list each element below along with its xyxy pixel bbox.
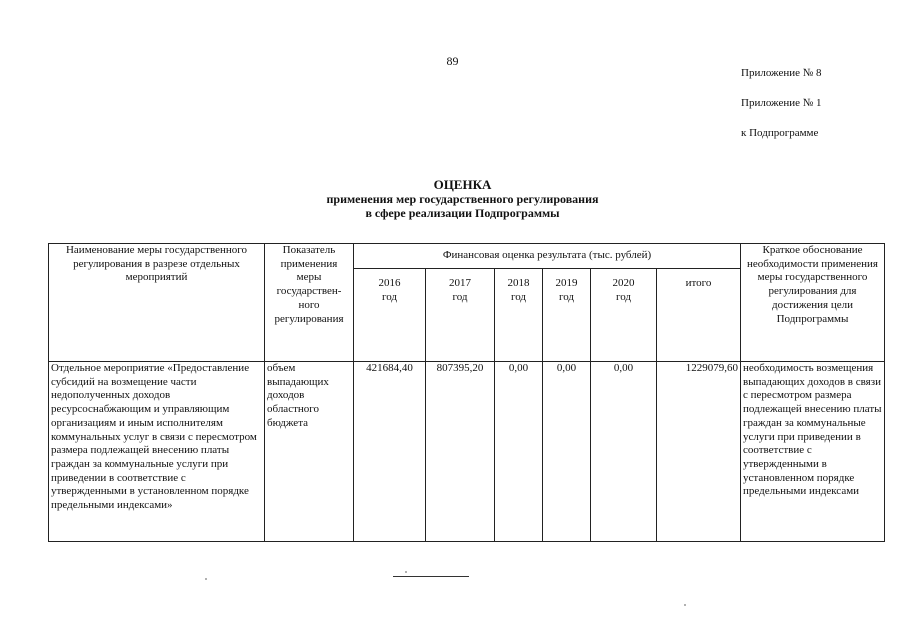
header-financial-assessment: Финансовая оценка результата (тыс. рублей) <box>354 244 741 269</box>
year-label: 2016 <box>378 277 401 289</box>
header-justification: Краткое обоснование необходимости применения меры государственного регулирования для достижения цели Подпрограммы <box>741 244 885 362</box>
cell-value-2019: 0,00 <box>543 362 591 542</box>
scan-speck <box>684 604 686 606</box>
cell-value-2020: 0,00 <box>591 362 657 542</box>
header-indicator: Показатель применения меры государствен-ного регулирования <box>265 244 354 362</box>
header-year-2018 <box>495 269 543 362</box>
cell-value-2016: 421684,40 <box>354 362 426 542</box>
page-number: 89 <box>446 54 459 68</box>
year-unit: год <box>452 290 468 303</box>
year-label: 2020 <box>612 277 635 289</box>
year-unit: год <box>381 290 398 303</box>
appendix-line-3: к Подпрограмме <box>741 127 819 139</box>
appendix-line-1: Приложение № 8 <box>741 67 822 79</box>
cell-indicator: объем выпадающих доходов областного бюджета <box>265 362 354 542</box>
footer-separator-line <box>393 576 469 577</box>
scan-speck <box>205 578 207 580</box>
year-label: 2019 <box>555 277 578 289</box>
scan-speck <box>405 571 407 573</box>
year-unit: год <box>615 290 632 303</box>
header-year-2017 <box>426 269 495 362</box>
title-line-1: ОЦЕНКА <box>433 177 492 192</box>
regulation-assessment-table <box>48 243 885 542</box>
document-title <box>0 178 905 220</box>
appendix-line-2: Приложение № 1 <box>741 97 822 109</box>
year-label: 2017 <box>449 277 471 289</box>
year-label: 2018 <box>507 277 530 289</box>
header-year-2016 <box>354 269 426 362</box>
cell-value-2017: 807395,20 <box>426 362 495 542</box>
title-line-2: применения мер государственного регулирования <box>326 192 599 206</box>
header-year-2019 <box>543 269 591 362</box>
header-year-2020 <box>591 269 657 362</box>
cell-justification: необходимость возмещения выпадающих доходов в связи с пересмотром размера подлежащей внесению платы граждан за коммунальные услуги при приведении в соответствие с утвержденными в установленном порядке предельными индексами <box>741 362 885 542</box>
year-unit: год <box>510 290 527 303</box>
table-row <box>49 362 885 542</box>
cell-total: 1229079,60 <box>657 362 741 542</box>
title-line-3: в сфере реализации Подпрограммы <box>365 206 560 220</box>
cell-value-2018: 0,00 <box>495 362 543 542</box>
cell-measure: Отдельное мероприятие «Предоставление субсидий на возмещение части недополученных доходов ресурсоснабжающим и управляющим организациям и иным исполнителям коммунальных услуг в связи с пересмотром размера подлежащей внесению платы граждан за коммунальные услуги при приведении в соответствие с утвержденными в установленном порядке предельными индексами» <box>49 362 265 542</box>
header-measure-name: Наименование меры государственного регулирования в разрезе отдельных мероприятий <box>49 244 265 362</box>
header-total: итого <box>657 269 741 362</box>
year-unit: год <box>558 290 575 303</box>
